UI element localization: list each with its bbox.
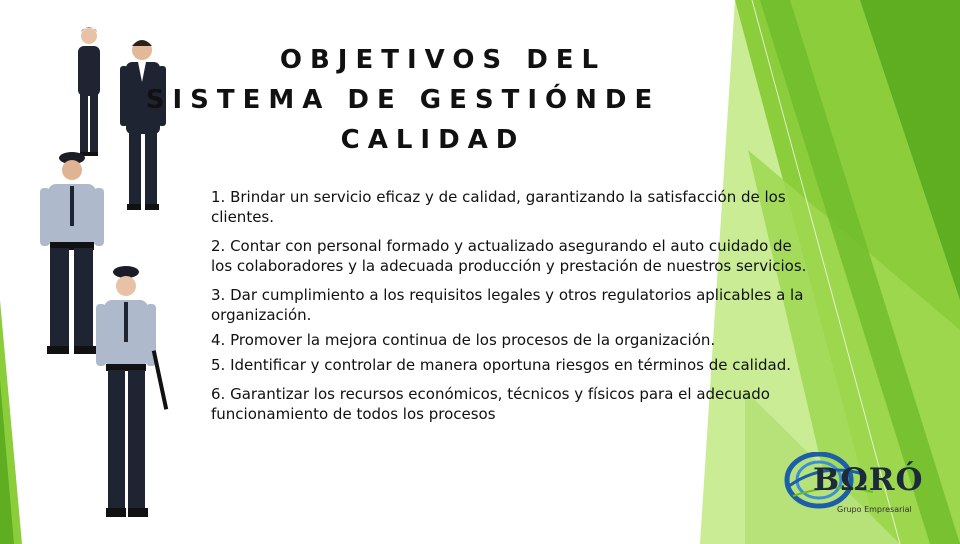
objective-item: 4. Promover la mejora continua de los procesos de la organización. [211,331,716,349]
objective-item: 1. Brindar un servicio eficaz y de calidad, garantizando la satisfacción de los clientes. [211,188,786,226]
company-logo [783,452,923,522]
logo-subtitle: Grupo Empresarial [837,505,912,514]
title-line-1: OBJETIVOS DEL [279,45,607,75]
title-line-3: CALIDAD [340,125,526,155]
objective-item: 3. Dar cumplimiento a los requisitos legales y otros regulatorios aplicables a la organización. [211,286,804,324]
objective-item: 6. Garantizar los recursos económicos, técnicos y físicos para el adecuado funcionamiento de todos los procesos [211,385,770,423]
objective-item: 2. Contar con personal formado y actualizado asegurando el auto cuidado de los colaboradores y la adecuada producción y prestación de nuestros servicios. [211,237,807,275]
title-line-2: SISTEMA DE GESTIÓNDE [145,85,661,115]
slide-title [145,40,758,160]
person-male-guard [40,152,104,354]
objective-item: 5. Identificar y controlar de manera oportuna riesgos en términos de calidad. [211,356,791,374]
logo-name: BΩRÓ [813,462,924,498]
objectives-list [211,187,811,433]
person-female-guard [96,266,168,517]
